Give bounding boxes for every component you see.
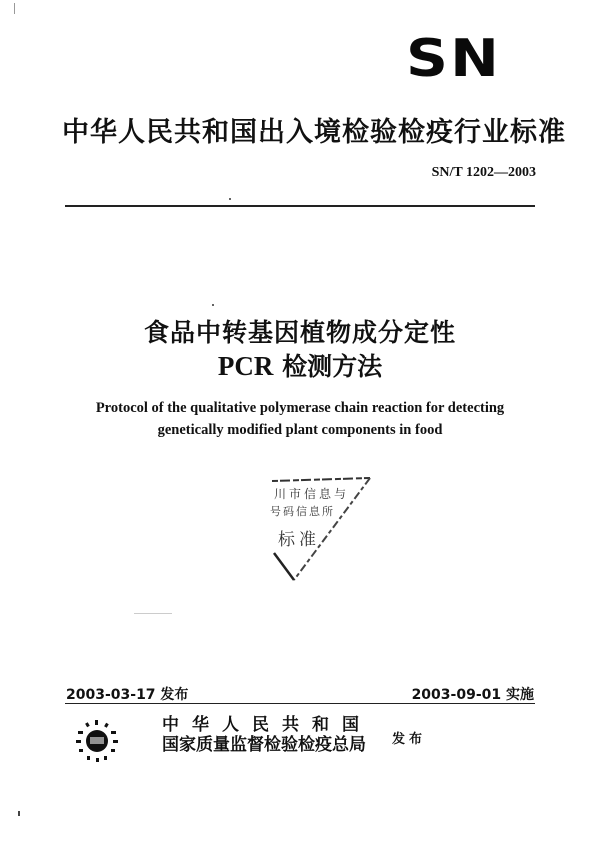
issuer-line2: 国家质量监督检验检疫总局 [162,735,366,755]
document-title-en-line2: genetically modified plant components in food [157,422,443,438]
library-stamp [262,475,377,585]
document-title-en [0,397,600,441]
issued-by-label: 发布 [392,732,427,747]
issuer-line1: 中华人民共和国 [162,715,372,735]
footer-divider [65,703,535,704]
standard-number: SN/T 1202—2003 [431,165,536,180]
document-title-cn-line2 [0,347,600,383]
decorative-dot [212,304,214,306]
sn-logo: SN [406,29,502,89]
issuer-block [162,715,372,755]
decorative-dot [229,198,231,200]
document-title-cn-line1: 食品中转基因植物成分定性 [143,318,456,347]
document-title-en-line1: Protocol of the qualitative polymerase chain reaction for detecting [95,400,505,416]
implementation-date: 2003-09-01 实施 [411,687,534,703]
faint-line [134,613,172,614]
header-title: 中华人民共和国出入境检验检疫行业标准 [62,117,566,148]
stamp-line1: 川市信息与 [274,487,350,501]
stamp-line2: 号码信息所 [270,505,335,518]
document-title-pcr: PCR [217,351,274,381]
scan-mark-top [14,3,15,14]
header-divider [65,205,535,207]
stamp-line3: 标准 [278,530,320,550]
issue-date: 2003-03-17 发布 [66,687,189,703]
scan-mark-bottom [18,811,20,816]
document-title-method: 检测方法 [282,352,383,381]
aqsiq-emblem-icon [73,716,121,766]
